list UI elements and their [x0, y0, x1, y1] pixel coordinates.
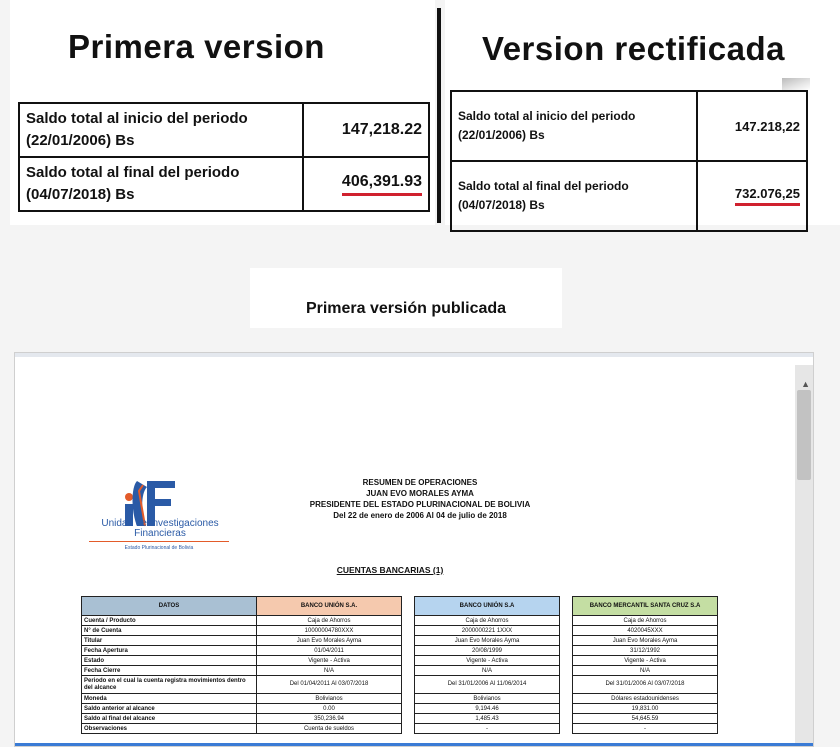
- comparison-area: [0, 0, 840, 225]
- cell: Caja de Ahorros: [415, 616, 560, 626]
- cell: 4020045XXX: [573, 626, 718, 636]
- section-title: CUENTAS BANCARIAS (1): [336, 565, 444, 575]
- rectified-version-table: [450, 90, 808, 232]
- logo-name-line: Unidad de Investigaciones: [101, 518, 219, 529]
- label-line: (04/07/2018) Bs: [458, 198, 545, 212]
- label-line: Saldo total al final del periodo: [26, 164, 240, 181]
- page-curl: [782, 78, 810, 90]
- label-line: Saldo total al inicio del periodo: [458, 109, 636, 123]
- scroll-up-icon[interactable]: ▲: [801, 379, 810, 389]
- column-gap: [560, 626, 573, 636]
- label-line: (22/01/2006) Bs: [458, 128, 545, 142]
- scrollbar[interactable]: [795, 365, 813, 746]
- label-line: (22/01/2006) Bs: [26, 132, 135, 149]
- logo-name: [85, 519, 235, 539]
- logo-subtitle: Estado Plurinacional de Bolivia: [124, 545, 194, 551]
- cell: Del 31/01/2006 Al 11/06/2014: [415, 676, 560, 694]
- column-gap: [560, 597, 573, 616]
- row-key: Titular: [82, 636, 257, 646]
- table-header-row: [82, 597, 718, 616]
- row-value: [303, 157, 429, 211]
- table-row: [451, 161, 807, 231]
- cell: 31/12/1992: [573, 646, 718, 656]
- cell: 10000004780XXX: [257, 626, 402, 636]
- first-version-heading: Primera version: [68, 28, 325, 65]
- column-gap: [402, 714, 415, 724]
- label-line: Saldo total al final del periodo: [458, 179, 629, 193]
- title-line: PRESIDENTE DEL ESTADO PLURINACIONAL DE BOLIVIA: [309, 500, 531, 509]
- title-line: Del 22 de enero de 2006 Al 04 de julio de 2018: [333, 511, 507, 520]
- column-gap: [402, 636, 415, 646]
- row-label: [19, 103, 303, 157]
- table-row: [82, 694, 718, 704]
- cell: 350,236.94: [257, 714, 402, 724]
- row-key: Periodo en el cual la cuenta registra movimientos dentro del alcance: [82, 676, 257, 694]
- table-row: [82, 666, 718, 676]
- cell: 20/08/1999: [415, 646, 560, 656]
- cell: N/A: [415, 666, 560, 676]
- logo-divider: [89, 541, 229, 542]
- viewer-top-bar: [15, 353, 813, 357]
- cell: Vigente - Activa: [573, 656, 718, 666]
- bank-accounts-table: [81, 596, 718, 734]
- column-gap: [560, 636, 573, 646]
- column-gap: [402, 597, 415, 616]
- cell: 0.00: [257, 704, 402, 714]
- cell: 54,645.59: [573, 714, 718, 724]
- row-label: [19, 157, 303, 211]
- report-title: [195, 477, 645, 521]
- column-gap: [402, 626, 415, 636]
- column-gap: [402, 666, 415, 676]
- row-key: Cuenta / Producto: [82, 616, 257, 626]
- column-gap: [402, 616, 415, 626]
- cell: Vigente - Activa: [415, 656, 560, 666]
- table-row: [82, 626, 718, 636]
- column-gap: [402, 704, 415, 714]
- header-datos: DATOS: [82, 597, 257, 616]
- cell: 1,485.43: [415, 714, 560, 724]
- cell: 9,194.46: [415, 704, 560, 714]
- label-line: Saldo total al inicio del periodo: [26, 110, 248, 127]
- column-gap: [560, 676, 573, 694]
- cell: Cuenta de sueldos: [257, 724, 402, 734]
- column-gap: [560, 616, 573, 626]
- column-gap: [560, 704, 573, 714]
- cell: Juan Evo Morales Ayma: [573, 636, 718, 646]
- table-row: [82, 636, 718, 646]
- table-row: [82, 704, 718, 714]
- row-label: [451, 161, 697, 231]
- row-label: [451, 91, 697, 161]
- header-bank-2: BANCO UNIÓN S.A: [415, 597, 560, 616]
- cell: Bolivianos: [257, 694, 402, 704]
- caption: Primera versión publicada: [305, 300, 507, 317]
- row-value: 147.218,22: [697, 91, 807, 161]
- table-row: [19, 157, 429, 211]
- cell: -: [573, 724, 718, 734]
- column-gap: [560, 666, 573, 676]
- table-row: [82, 656, 718, 666]
- title-line: RESUMEN DE OPERACIONES: [362, 478, 478, 487]
- column-gap: [402, 694, 415, 704]
- column-gap: [560, 694, 573, 704]
- row-key: Estado: [82, 656, 257, 666]
- cell: Juan Evo Morales Ayma: [415, 636, 560, 646]
- rectified-version-heading: Version rectificada: [482, 30, 785, 67]
- label-line: (04/07/2018) Bs: [26, 186, 135, 203]
- cell: Caja de Ahorros: [573, 616, 718, 626]
- row-key: N° de Cuenta: [82, 626, 257, 636]
- column-gap: [560, 724, 573, 734]
- column-gap: [402, 676, 415, 694]
- document-viewer: [14, 352, 814, 747]
- cell: -: [415, 724, 560, 734]
- vertical-divider: [437, 8, 441, 223]
- cell: 2000000221 1XXX: [415, 626, 560, 636]
- title-line: JUAN EVO MORALES AYMA: [366, 489, 474, 498]
- row-key: Moneda: [82, 694, 257, 704]
- row-key: Observaciones: [82, 724, 257, 734]
- logo-name-line: Financieras: [134, 528, 186, 539]
- cell: N/A: [257, 666, 402, 676]
- cell: Dólares estadounidenses: [573, 694, 718, 704]
- cell: Vigente - Activa: [257, 656, 402, 666]
- column-gap: [560, 646, 573, 656]
- cell: Bolivianos: [415, 694, 560, 704]
- column-gap: [402, 656, 415, 666]
- first-version-table: [18, 102, 430, 212]
- cell: Del 01/04/2011 Al 03/07/2018: [257, 676, 402, 694]
- cell: Del 31/01/2006 Al 03/07/2018: [573, 676, 718, 694]
- cell: 19,831.00: [573, 704, 718, 714]
- row-key: Saldo anterior al alcance: [82, 704, 257, 714]
- table-row: [82, 676, 718, 694]
- header-bank-3: BANCO MERCANTIL SANTA CRUZ S.A: [573, 597, 718, 616]
- table-row: [19, 103, 429, 157]
- header-bank-1: BANCO UNIÓN S.A.: [257, 597, 402, 616]
- scrollbar-thumb[interactable]: [797, 390, 811, 480]
- cell: 01/04/2011: [257, 646, 402, 656]
- table-row: [82, 616, 718, 626]
- cell: Caja de Ahorros: [257, 616, 402, 626]
- column-gap: [402, 646, 415, 656]
- table-row: [82, 646, 718, 656]
- row-key: Fecha Apertura: [82, 646, 257, 656]
- row-key: Fecha Cierre: [82, 666, 257, 676]
- cell: Juan Evo Morales Ayma: [257, 636, 402, 646]
- highlighted-value: 406,391.93: [342, 173, 422, 196]
- row-key: Saldo al final del alcance: [82, 714, 257, 724]
- table-row: [82, 724, 718, 734]
- column-gap: [402, 724, 415, 734]
- row-value: 147,218.22: [303, 103, 429, 157]
- cell: N/A: [573, 666, 718, 676]
- table-row: [451, 91, 807, 161]
- highlighted-value: 732.076,25: [735, 186, 800, 206]
- table-row: [82, 714, 718, 724]
- column-gap: [560, 714, 573, 724]
- caption-box: [250, 268, 562, 328]
- column-gap: [560, 656, 573, 666]
- row-value: [697, 161, 807, 231]
